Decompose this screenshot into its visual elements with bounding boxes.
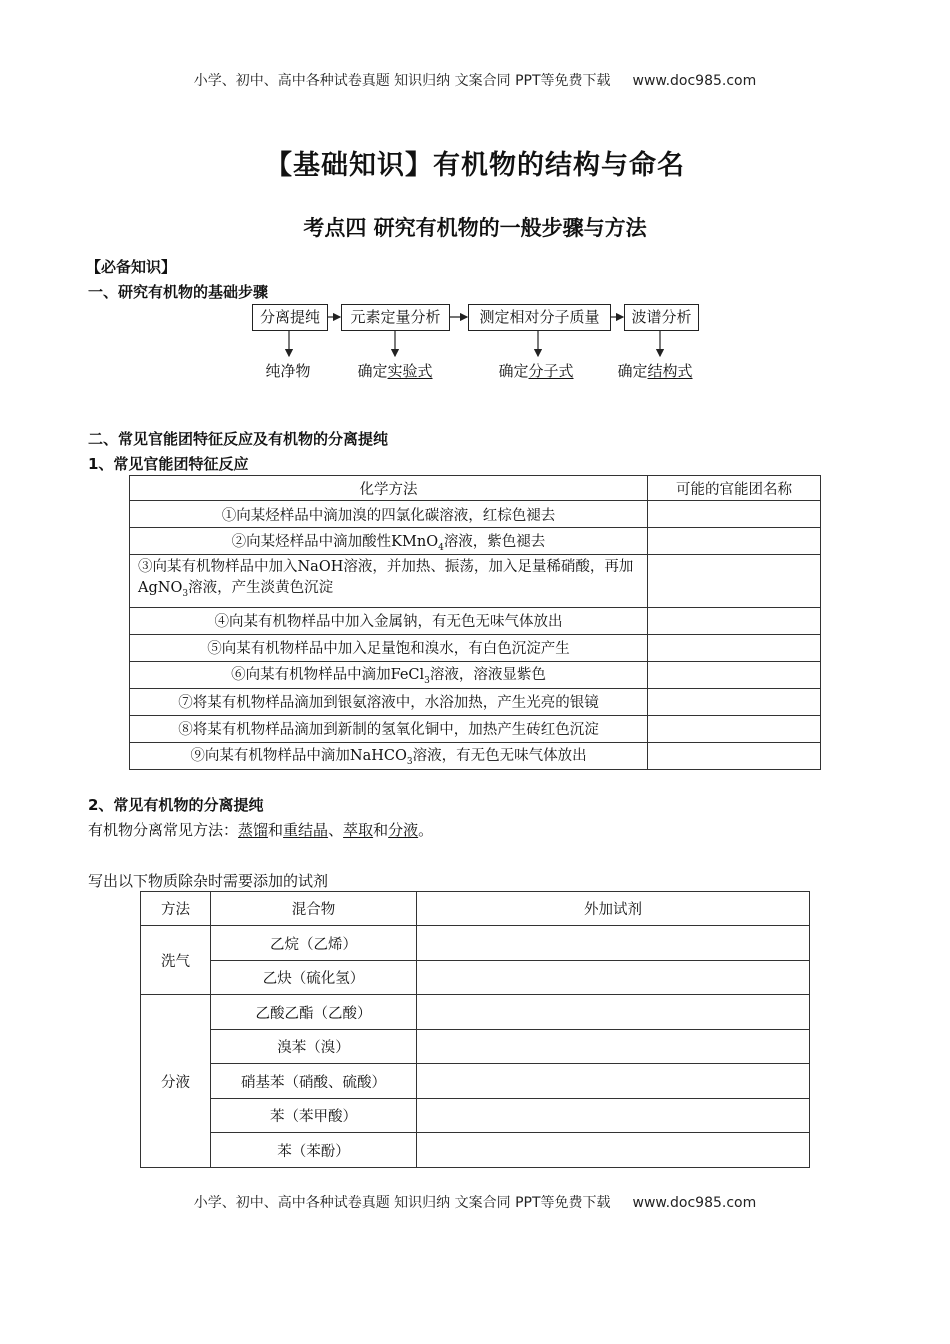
table-row	[130, 688, 821, 715]
flow-step-molecular-mass: 测定相对分子质量	[468, 304, 611, 331]
section-required-knowledge: 【必备知识】	[86, 258, 177, 276]
flow-output-structural: 确定结构式	[617, 362, 693, 380]
method-cell: 分液	[141, 995, 211, 1168]
method-cell: ⑤向某有机物样品中加入足量饱和溴水，有白色沉淀产生	[130, 634, 648, 661]
separation-methods-line: 有机物分离常见方法：蒸馏和重结晶、萃取和分液。	[88, 821, 434, 839]
table-row	[130, 607, 821, 634]
table-row	[141, 1030, 810, 1064]
instruction-text: 写出以下物质除杂时需要添加的试剂	[88, 872, 329, 890]
flow-output-empirical: 确定实验式	[357, 362, 433, 380]
mixture-cell: 乙炔（硫化氢）	[211, 961, 417, 995]
footer-text: 小学、初中、高中各种试卷真题 知识归纳 文案合同 PPT等免费下载	[193, 1195, 611, 1211]
answer-cell[interactable]	[648, 528, 821, 555]
reagent-cell[interactable]	[417, 1030, 810, 1064]
flow-output-molecular: 确定分子式	[498, 362, 574, 380]
method-cell: ⑧将某有机物样品滴加到新制的氢氧化铜中，加热产生砖红色沉淀	[130, 715, 648, 742]
flow-step-element-analysis: 元素定量分析	[341, 304, 450, 331]
method-cell: ①向某烃样品中滴加溴的四氯化碳溶液，红棕色褪去	[130, 501, 648, 528]
reagent-cell[interactable]	[417, 1133, 810, 1168]
table-row	[141, 961, 810, 995]
header-site: www.doc985.com	[632, 73, 757, 89]
method-cell: ③向某有机物样品中加入NaOH溶液，并加热、振荡，加入足量稀硝酸，再加AgNO$_3$溶液，产生淡黄色沉淀	[130, 555, 648, 608]
section-heading-2: 二、常见官能团特征反应及有机物的分离提纯	[88, 430, 389, 448]
mixture-cell: 苯（苯甲酸）	[211, 1099, 417, 1133]
flow-arrows	[0, 0, 950, 400]
functional-group-table	[129, 475, 821, 770]
method-cell: ②向某烃样品中滴加酸性KMnO$_4$溶液，紫色褪去	[130, 528, 648, 555]
table-header: 化学方法	[130, 476, 648, 501]
table-row	[141, 926, 810, 961]
table-row	[130, 501, 821, 528]
page-footer	[0, 1192, 950, 1212]
mixture-cell: 苯（苯酚）	[211, 1133, 417, 1168]
table-row	[130, 528, 821, 555]
reagent-cell[interactable]	[417, 1064, 810, 1099]
table-header: 可能的官能团名称	[648, 476, 821, 501]
mixture-cell: 溴苯（溴）	[211, 1030, 417, 1064]
method-cell: ⑦将某有机物样品滴加到银氨溶液中，水浴加热，产生光亮的银镜	[130, 688, 648, 715]
table-row	[130, 742, 821, 769]
method-cell: ⑥向某有机物样品中滴加FeCl$_3$溶液，溶液显紫色	[130, 661, 648, 688]
section-heading-1: 一、研究有机物的基础步骤	[88, 283, 269, 301]
purification-table	[140, 891, 810, 1168]
header-text: 小学、初中、高中各种试卷真题 知识归纳 文案合同 PPT等免费下载	[193, 73, 611, 89]
reagent-cell[interactable]	[417, 995, 810, 1030]
mixture-cell: 硝基苯（硝酸、硫酸）	[211, 1064, 417, 1099]
answer-cell[interactable]	[648, 607, 821, 634]
reagent-cell[interactable]	[417, 1099, 810, 1133]
reagent-cell[interactable]	[417, 961, 810, 995]
table-row	[141, 1064, 810, 1099]
table-row	[141, 1099, 810, 1133]
reagent-cell[interactable]	[417, 926, 810, 961]
subsection-heading-1: 1、常见官能团特征反应	[88, 455, 249, 473]
table-row	[141, 1133, 810, 1168]
table-header-row	[141, 892, 810, 926]
answer-cell[interactable]	[648, 555, 821, 608]
subsection-heading-2: 2、常见有机物的分离提纯	[88, 796, 264, 814]
answer-cell[interactable]	[648, 634, 821, 661]
table-header: 混合物	[211, 892, 417, 926]
page-subtitle: 考点四 研究有机物的一般步骤与方法	[303, 216, 647, 240]
answer-cell[interactable]	[648, 661, 821, 688]
table-row	[130, 715, 821, 742]
flow-step-separation: 分离提纯	[252, 304, 328, 331]
table-row	[130, 661, 821, 688]
method-cell: ④向某有机物样品中加入金属钠，有无色无味气体放出	[130, 607, 648, 634]
table-row	[130, 634, 821, 661]
answer-cell[interactable]	[648, 742, 821, 769]
answer-cell[interactable]	[648, 688, 821, 715]
answer-cell[interactable]	[648, 501, 821, 528]
footer-site: www.doc985.com	[632, 1195, 757, 1211]
answer-cell[interactable]	[648, 715, 821, 742]
flow-step-spectroscopy: 波谱分析	[624, 304, 699, 331]
mixture-cell: 乙烷（乙烯）	[211, 926, 417, 961]
table-header-row	[130, 476, 821, 501]
table-row	[130, 555, 821, 608]
method-cell: ⑨向某有机物样品中滴加NaHCO$_3$溶液，有无色无味气体放出	[130, 742, 648, 769]
table-header: 外加试剂	[417, 892, 810, 926]
table-header: 方法	[141, 892, 211, 926]
page-title: 【基础知识】有机物的结构与命名	[265, 150, 685, 181]
table-row	[141, 995, 810, 1030]
flow-output-pure: 纯净物	[265, 362, 311, 380]
method-cell: 洗气	[141, 926, 211, 995]
mixture-cell: 乙酸乙酯（乙酸）	[211, 995, 417, 1030]
